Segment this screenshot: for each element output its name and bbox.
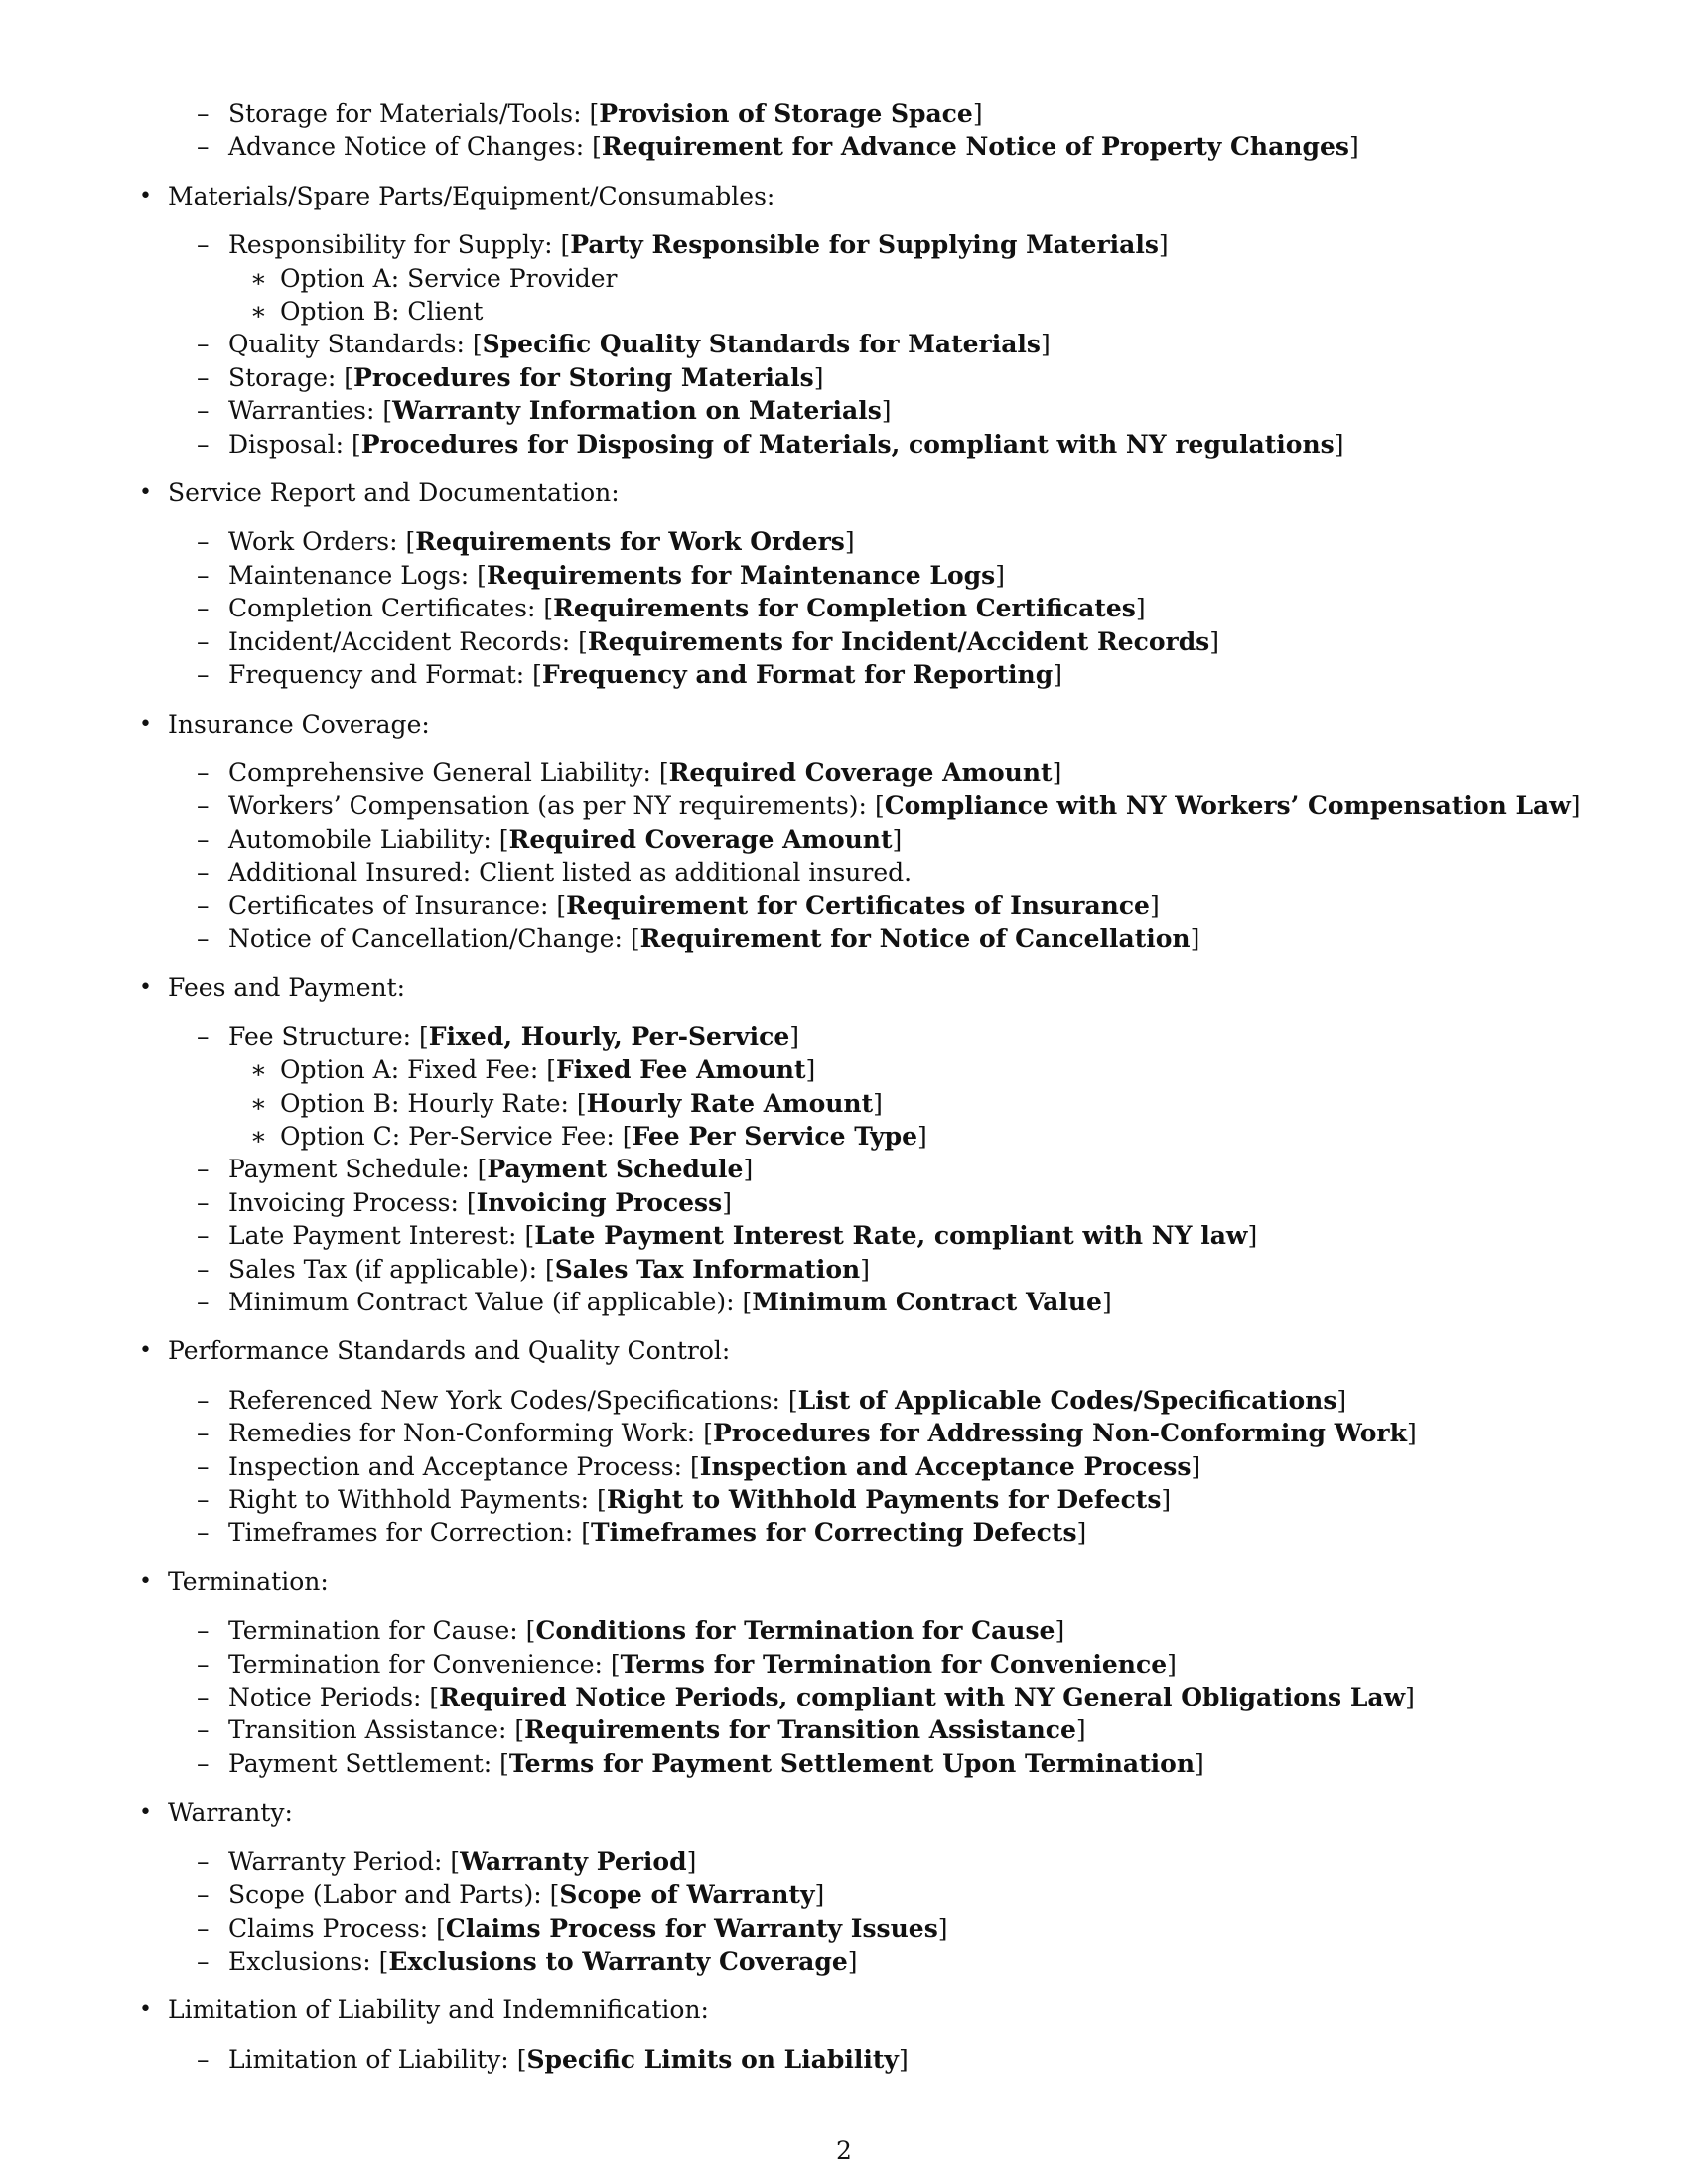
item-label: Referenced New York Codes/Specifications: [228, 1385, 788, 1415]
placeholder-field: Frequency and Format for Reporting [541, 660, 1054, 690]
star-marker: ∗ [250, 263, 267, 293]
outline-item-level-2: – Payment Settlement: [Terms for Payment Settlement Upon Termination] [131, 1747, 1601, 1780]
item-label: Late Payment Interest: [228, 1221, 525, 1251]
dash-marker: – [197, 1846, 210, 1876]
placeholder-field: Requirement for Advance Notice of Property Changes [601, 132, 1349, 162]
bullet-marker: • [139, 711, 152, 737]
dash-marker: – [197, 1485, 210, 1515]
outline-item-level-2: – Limitation of Liability: [Specific Limits on Liability] [131, 2043, 1601, 2076]
placeholder-field: Provision of Storage Space [599, 99, 973, 128]
item-label: Termination: [168, 1567, 329, 1596]
placeholder-field: Fixed Fee Amount [555, 1055, 806, 1085]
dash-marker: – [197, 527, 210, 557]
outline-item-level-2: – Claims Process: [Claims Process for Warranty Issues] [131, 1912, 1601, 1945]
item-label: Right to Withhold Payments: [228, 1485, 598, 1515]
dash-marker: – [197, 1187, 210, 1217]
dash-marker: – [197, 1748, 210, 1778]
item-label: Certificates of Insurance: [228, 890, 557, 920]
outline-item-level-2: – Responsibility for Supply: [Party Responsible for Supplying Materials] [131, 228, 1601, 261]
item-label: Maintenance Logs: [228, 560, 478, 590]
placeholder-field: Procedures for Disposing of Materials, compliant with NY regulations [360, 429, 1335, 459]
placeholder-field: Requirements for Incident/Accident Records [587, 626, 1210, 656]
item-label: Comprehensive General Liability: [228, 757, 659, 787]
outline-item-level-1 [131, 971, 1601, 1004]
outline-item-level-2: – Maintenance Logs: [Requirements for Maintenance Logs] [131, 559, 1601, 592]
placeholder-field: Requirement for Notice of Cancellation [639, 923, 1191, 953]
item-label: Termination for Cause: [228, 1616, 526, 1646]
dash-marker: – [197, 890, 210, 920]
placeholder-field: Invoicing Process [476, 1187, 723, 1217]
placeholder-field: Hourly Rate Amount [586, 1088, 874, 1118]
bullet-marker: • [139, 1338, 152, 1364]
dash-marker: – [197, 757, 210, 787]
outline-item-level-1 [131, 477, 1601, 509]
placeholder-field: Required Coverage Amount [668, 757, 1053, 787]
outline-item-level-2: – Right to Withhold Payments: [Right to Withhold Payments for Defects] [131, 1483, 1601, 1516]
item-label: Completion Certificates: [228, 594, 544, 623]
item-label: Warranty: [168, 1798, 293, 1828]
dash-marker: – [197, 230, 210, 260]
dash-marker: – [197, 396, 210, 426]
placeholder-field: Fee Per Service Type [632, 1121, 918, 1151]
placeholder-field: Procedures for Addressing Non-Conforming Work [712, 1419, 1407, 1448]
placeholder-field: Sales Tax Information [554, 1254, 861, 1284]
outline-item-level-2: – Termination for Cause: [Conditions for Termination for Cause] [131, 1614, 1601, 1647]
dash-marker: – [197, 1288, 210, 1316]
item-label: Option A: Service Provider [280, 263, 618, 293]
item-label: Responsibility for Supply: [228, 230, 561, 260]
bullet-marker: • [139, 1800, 152, 1826]
item-label: Advance Notice of Changes: [228, 132, 593, 162]
placeholder-field: Specific Quality Standards for Materials [482, 330, 1041, 359]
bullet-marker: • [139, 975, 152, 1001]
item-label: Exclusions: [228, 1946, 379, 1976]
outline-item-level-3 [131, 295, 1601, 328]
dash-marker: – [197, 1022, 210, 1051]
star-marker: ∗ [250, 1055, 267, 1085]
outline-item-level-2: – Quality Standards: [Specific Quality Standards for Materials] [131, 328, 1601, 360]
dash-marker: – [197, 660, 210, 690]
item-label: Termination for Convenience: [228, 1649, 611, 1679]
item-label: Scope (Labor and Parts): [228, 1880, 550, 1910]
item-label: Remedies for Non-Conforming Work: [228, 1419, 704, 1448]
placeholder-field: Required Notice Periods, compliant with NY General Obligations Law [439, 1683, 1406, 1712]
dash-marker: – [197, 1715, 210, 1745]
outline-item-level-2: – Storage for Materials/Tools: [Provision of Storage Space] [131, 97, 1601, 130]
outline-item-level-1 [131, 1796, 1601, 1829]
dash-marker: – [197, 824, 210, 854]
star-marker: ∗ [250, 1121, 267, 1151]
item-label: Sales Tax (if applicable): [228, 1254, 545, 1284]
outline-item-level-2: – Notice of Cancellation/Change: [Requirement for Notice of Cancellation] [131, 922, 1601, 955]
outline-item-level-2: – Fee Structure: [Fixed, Hourly, Per-Service] [131, 1021, 1601, 1053]
placeholder-field: Compliance with NY Workers’ Compensation Law [884, 791, 1571, 821]
dash-marker: – [197, 99, 210, 128]
item-label: Invoicing Process: [228, 1187, 467, 1217]
item-label: Insurance Coverage: [168, 709, 430, 739]
dash-marker: – [197, 1518, 210, 1548]
item-label: Payment Settlement: [228, 1748, 500, 1778]
dash-marker: – [197, 362, 210, 392]
outline-item-level-2: – Automobile Liability: [Required Coverage Amount] [131, 823, 1601, 856]
item-label: Materials/Spare Parts/Equipment/Consumables: [168, 181, 775, 210]
item-label: Disposal: [228, 429, 352, 459]
placeholder-field: Minimum Contract Value [752, 1288, 1102, 1316]
placeholder-field: Required Coverage Amount [508, 824, 893, 854]
outline-item-level-2: – Sales Tax (if applicable): [Sales Tax Information] [131, 1253, 1601, 1286]
item-label: Inspection and Acceptance Process: [228, 1451, 691, 1481]
placeholder-field: Claims Process for Warranty Issues [445, 1913, 938, 1943]
item-label: Option B: Hourly Rate: [280, 1088, 577, 1118]
outline-item-level-2: – Certificates of Insurance: [Requirement for Certificates of Insurance] [131, 889, 1601, 922]
item-label: Fees and Payment: [168, 973, 406, 1003]
dash-marker: – [197, 791, 210, 821]
item-label: Additional Insured: Client listed as additional insured. [228, 858, 913, 887]
item-label: Minimum Contract Value (if applicable): [228, 1288, 743, 1316]
placeholder-field: Late Payment Interest Rate, compliant with NY law [534, 1221, 1248, 1251]
outline-item-level-2: – Exclusions: [Exclusions to Warranty Coverage] [131, 1945, 1601, 1978]
item-label: Limitation of Liability: [228, 2044, 517, 2074]
outline-item-level-2: – Comprehensive General Liability: [Required Coverage Amount] [131, 756, 1601, 789]
item-label: Option C: Per-Service Fee: [280, 1121, 623, 1151]
item-label: Claims Process: [228, 1913, 437, 1943]
item-label: Transition Assistance: [228, 1715, 515, 1745]
dash-marker: – [197, 132, 210, 162]
dash-marker: – [197, 560, 210, 590]
dash-marker: – [197, 429, 210, 459]
outline-item-level-3: ∗ Option B: Hourly Rate: [Hourly Rate Amount] [131, 1087, 1601, 1120]
placeholder-field: Warranty Period [460, 1846, 687, 1876]
item-label: Performance Standards and Quality Control: [168, 1336, 731, 1366]
outline-item-level-3: ∗ Option C: Per-Service Fee: [Fee Per Service Type] [131, 1120, 1601, 1153]
bullet-marker: • [139, 183, 152, 208]
outline-item-level-2: – Minimum Contract Value (if applicable): [Minimum Contract Value] [131, 1286, 1601, 1318]
placeholder-field: Requirements for Work Orders [415, 527, 845, 557]
dash-marker: – [197, 594, 210, 623]
placeholder-field: Right to Withhold Payments for Defects [606, 1485, 1162, 1515]
dash-marker: – [197, 1254, 210, 1284]
item-label: Notice of Cancellation/Change: [228, 923, 631, 953]
outline-item-level-1 [131, 708, 1601, 741]
outline-item-level-2: – Invoicing Process: [Invoicing Process] [131, 1186, 1601, 1219]
dash-marker: – [197, 1683, 210, 1712]
dash-marker: – [197, 1616, 210, 1646]
item-label: Option A: Fixed Fee: [280, 1055, 547, 1085]
outline-item-level-2: – Work Orders: [Requirements for Work Orders] [131, 525, 1601, 558]
outline-item-level-3 [131, 262, 1601, 295]
outline-item-level-3: ∗ Option A: Fixed Fee: [Fixed Fee Amount] [131, 1053, 1601, 1086]
dash-marker: – [197, 1155, 210, 1184]
outline-item-level-2: – Late Payment Interest: [Late Payment Interest Rate, compliant with NY law] [131, 1219, 1601, 1252]
item-label: Automobile Liability: [228, 824, 499, 854]
outline-item-level-2: – Advance Notice of Changes: [Requirement for Advance Notice of Property Changes] [131, 130, 1601, 163]
placeholder-field: Requirements for Transition Assistance [524, 1715, 1076, 1745]
item-label: Storage for Materials/Tools: [228, 99, 590, 128]
outline-item-level-1 [131, 180, 1601, 212]
item-label: Storage: [228, 362, 345, 392]
outline-item-level-1 [131, 1334, 1601, 1367]
outline-item-level-2: – Disposal: [Procedures for Disposing of Materials, compliant with NY regulations] [131, 428, 1601, 461]
placeholder-field: Warranty Information on Materials [392, 396, 882, 426]
placeholder-field: Conditions for Termination for Cause [535, 1616, 1055, 1646]
placeholder-field: Requirement for Certificates of Insurance [566, 890, 1150, 920]
placeholder-field: Payment Schedule [487, 1155, 744, 1184]
placeholder-field: Requirements for Completion Certificates [553, 594, 1136, 623]
dash-marker: – [197, 858, 210, 887]
placeholder-field: Inspection and Acceptance Process [699, 1451, 1192, 1481]
item-label: Quality Standards: [228, 330, 473, 359]
placeholder-field: Terms for Termination for Convenience [620, 1649, 1168, 1679]
placeholder-field: List of Applicable Codes/Specifications [797, 1385, 1337, 1415]
outline-item-level-2: – Payment Schedule: [Payment Schedule] [131, 1153, 1601, 1185]
outline-item-level-2: – Notice Periods: [Required Notice Periods, compliant with NY General Obligations Law] [131, 1681, 1601, 1713]
item-label: Warranty Period: [228, 1846, 451, 1876]
dash-marker: – [197, 1649, 210, 1679]
item-label: Limitation of Liability and Indemnification: [168, 1995, 709, 2025]
item-label: Frequency and Format: [228, 660, 533, 690]
outline-item-level-2: – Workers’ Compensation (as per NY requirements): [Compliance with NY Workers’ Compensation Law] [131, 789, 1601, 822]
placeholder-field: Timeframes for Correcting Defects [590, 1518, 1077, 1548]
placeholder-field: Party Responsible for Supplying Materials [570, 230, 1159, 260]
dash-marker: – [197, 1385, 210, 1415]
outline-item-level-2: – Storage: [Procedures for Storing Materials] [131, 361, 1601, 394]
dash-marker: – [197, 923, 210, 953]
dash-marker: – [197, 1913, 210, 1943]
dash-marker: – [197, 1221, 210, 1251]
item-label: Incident/Accident Records: [228, 626, 579, 656]
placeholder-field: Fixed, Hourly, Per-Service [428, 1022, 790, 1051]
bullet-marker: • [139, 1569, 152, 1594]
outline-item-level-2: – Termination for Convenience: [Terms for Termination for Convenience] [131, 1648, 1601, 1681]
outline-item-level-2: – Completion Certificates: [Requirements for Completion Certificates] [131, 592, 1601, 624]
dash-marker: – [197, 1419, 210, 1448]
star-marker: ∗ [250, 1088, 267, 1118]
outline-item-level-1 [131, 1993, 1601, 2026]
item-label: Workers’ Compensation (as per NY requirements): [228, 791, 875, 821]
outline-item-level-1 [131, 1566, 1601, 1598]
outline-item-level-2: – Warranties: [Warranty Information on Materials] [131, 394, 1601, 427]
item-label: Timeframes for Correction: [228, 1518, 582, 1548]
placeholder-field: Requirements for Maintenance Logs [486, 560, 996, 590]
outline-item-level-2: – Remedies for Non-Conforming Work: [Procedures for Addressing Non-Conforming Work] [131, 1417, 1601, 1449]
item-label: Work Orders: [228, 527, 406, 557]
placeholder-field: Scope of Warranty [559, 1880, 815, 1910]
dash-marker: – [197, 626, 210, 656]
item-label: Service Report and Documentation: [168, 478, 620, 508]
dash-marker: – [197, 1946, 210, 1976]
outline-item-level-2 [131, 856, 1601, 888]
outline-item-level-2: – Incident/Accident Records: [Requirements for Incident/Accident Records] [131, 625, 1601, 658]
placeholder-field: Procedures for Storing Materials [353, 362, 814, 392]
placeholder-field: Terms for Payment Settlement Upon Termination [508, 1748, 1196, 1778]
item-label: Notice Periods: [228, 1683, 430, 1712]
outline-item-level-2: – Frequency and Format: [Frequency and Format for Reporting] [131, 658, 1601, 691]
dash-marker: – [197, 1880, 210, 1910]
outline-item-level-2: – Timeframes for Correction: [Timeframes for Correcting Defects] [131, 1516, 1601, 1549]
outline-item-level-2: – Warranty Period: [Warranty Period] [131, 1845, 1601, 1878]
outline-item-level-2: – Inspection and Acceptance Process: [Inspection and Acceptance Process] [131, 1450, 1601, 1483]
page-number: 2 [836, 2136, 852, 2165]
dash-marker: – [197, 2044, 210, 2074]
placeholder-field: Exclusions to Warranty Coverage [388, 1946, 848, 1976]
outline-item-level-2: – Transition Assistance: [Requirements for Transition Assistance] [131, 1713, 1601, 1746]
item-label: Warranties: [228, 396, 383, 426]
dash-marker: – [197, 1451, 210, 1481]
item-label: Payment Schedule: [228, 1155, 478, 1184]
dash-marker: – [197, 330, 210, 359]
outline-item-level-2: – Referenced New York Codes/Specifications: [List of Applicable Codes/Specifications] [131, 1384, 1601, 1417]
star-marker: ∗ [250, 297, 267, 327]
placeholder-field: Specific Limits on Liability [526, 2044, 899, 2074]
item-label: Option B: Client [280, 297, 484, 327]
item-label: Fee Structure: [228, 1022, 420, 1051]
document-body [131, 97, 1601, 2076]
outline-item-level-2: – Scope (Labor and Parts): [Scope of Warranty] [131, 1878, 1601, 1911]
bullet-marker: • [139, 1997, 152, 2023]
bullet-marker: • [139, 480, 152, 506]
